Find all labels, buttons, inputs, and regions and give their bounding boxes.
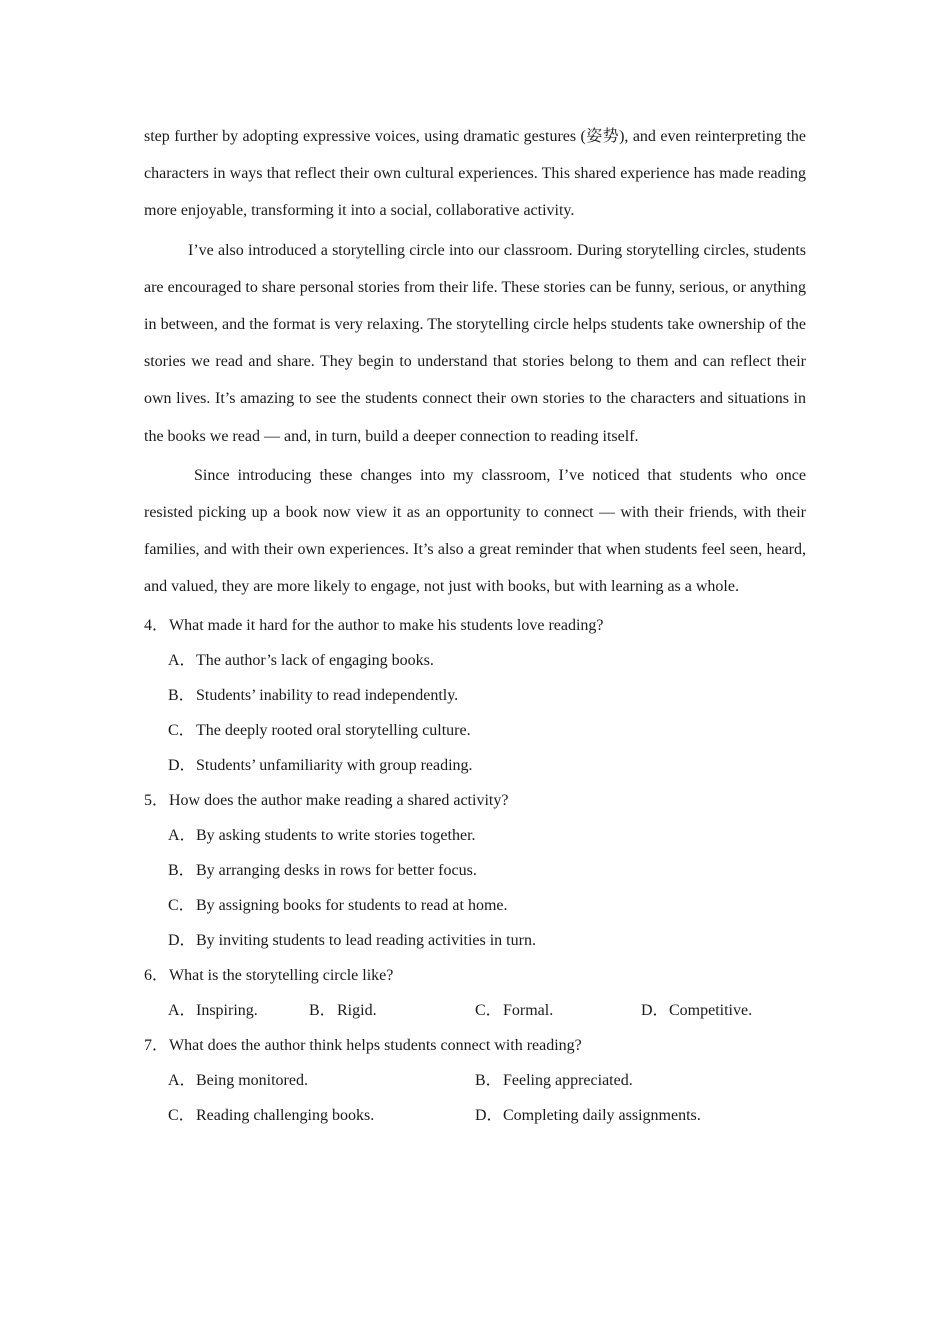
option-text: Completing daily assignments.: [503, 1106, 701, 1124]
option-5a[interactable]: [144, 818, 806, 853]
option-letter: A．: [168, 651, 196, 669]
option-7d[interactable]: [475, 1098, 701, 1133]
question-number: 5．: [144, 791, 169, 809]
passage-paragraph-1: step further by adopting expressive voices, using dramatic gestures (姿势), and even reinterpreting the characters in ways that reflect their own cultural experiences. This shared experience has made reading more enjoyable, transforming it into a social, collaborative activity.: [144, 128, 806, 220]
option-text: Being monitored.: [196, 1071, 308, 1089]
option-text: Students’ inability to read independently.: [196, 686, 459, 704]
option-text: Feeling appreciated.: [503, 1071, 633, 1089]
option-5d[interactable]: [144, 923, 806, 958]
option-letter: A．: [168, 826, 196, 844]
option-7c[interactable]: [168, 1098, 374, 1133]
question-7-options-row-2: [144, 1098, 806, 1133]
option-6c[interactable]: [475, 993, 553, 1028]
option-text: Formal.: [503, 1001, 554, 1019]
question-text: What does the author think helps students connect with reading?: [169, 1036, 582, 1054]
option-letter: C．: [475, 1001, 502, 1019]
option-text: Students’ unfamiliarity with group reading.: [196, 756, 473, 774]
option-text: Reading challenging books.: [196, 1106, 375, 1124]
question-7: [144, 1028, 806, 1063]
option-text: Inspiring.: [196, 1001, 258, 1019]
option-4d[interactable]: [144, 748, 806, 783]
option-letter: D．: [641, 1001, 669, 1019]
question-number: 6．: [144, 966, 169, 984]
option-4b[interactable]: [144, 678, 806, 713]
question-6: [144, 958, 806, 993]
option-letter: D．: [168, 931, 196, 949]
option-text: The author’s lack of engaging books.: [196, 651, 434, 669]
option-text: By inviting students to lead reading activities in turn.: [196, 931, 536, 949]
option-4c[interactable]: [144, 713, 806, 748]
question-7-options-row-1: [144, 1063, 806, 1098]
question-4: [144, 608, 806, 643]
exam-page: [144, 118, 806, 1133]
option-letter: B．: [168, 861, 195, 879]
option-4a[interactable]: [144, 643, 806, 678]
question-number: 7．: [144, 1036, 169, 1054]
option-letter: C．: [168, 721, 195, 739]
option-letter: A．: [168, 1001, 196, 1019]
option-letter: D．: [168, 756, 196, 774]
option-letter: B．: [309, 1001, 336, 1019]
option-text: By asking students to write stories together.: [196, 826, 476, 844]
question-text: How does the author make reading a shared activity?: [169, 791, 509, 809]
option-7a[interactable]: [168, 1063, 308, 1098]
option-6b[interactable]: [309, 993, 377, 1028]
option-letter: D．: [475, 1106, 503, 1124]
option-letter: A．: [168, 1071, 196, 1089]
option-letter: C．: [168, 1106, 195, 1124]
option-5c[interactable]: [144, 888, 806, 923]
option-letter: B．: [475, 1071, 502, 1089]
question-6-options: [144, 993, 806, 1028]
question-number: 4．: [144, 616, 169, 634]
option-text: By arranging desks in rows for better focus.: [196, 861, 477, 879]
option-text: By assigning books for students to read at home.: [196, 896, 508, 914]
question-5: [144, 783, 806, 818]
option-6d[interactable]: [641, 993, 752, 1028]
passage-paragraph-3: Since introducing these changes into my classroom, I’ve noticed that students who once resisted picking up a book now view it as an opportunity to connect — with their friends, with their families, and with their own experiences. It’s also a great reminder that when students feel seen, heard, and valued, they are more likely to engage, not just with books, but with learning as a whole.: [144, 466, 806, 596]
option-letter: C．: [168, 896, 195, 914]
option-letter: B．: [168, 686, 195, 704]
option-7b[interactable]: [475, 1063, 633, 1098]
option-text: Competitive.: [669, 1001, 753, 1019]
question-text: What made it hard for the author to make his students love reading?: [169, 616, 604, 634]
question-text: What is the storytelling circle like?: [169, 966, 394, 984]
option-5b[interactable]: [144, 853, 806, 888]
option-6a[interactable]: [168, 993, 258, 1028]
passage-paragraph-2: I’ve also introduced a storytelling circle into our classroom. During storytelling circles, students are encouraged to share personal stories from their life. These stories can be funny, serious, or anything in between, and the format is very relaxing. The storytelling circle helps students take ownership of the stories we read and share. They begin to understand that stories belong to them and can reflect their own lives. It’s amazing to see the students connect their own stories to the characters and situations in the books we read — and, in turn, build a deeper connection to reading itself.: [144, 241, 806, 445]
option-text: Rigid.: [337, 1001, 377, 1019]
option-text: The deeply rooted oral storytelling culture.: [196, 721, 471, 739]
